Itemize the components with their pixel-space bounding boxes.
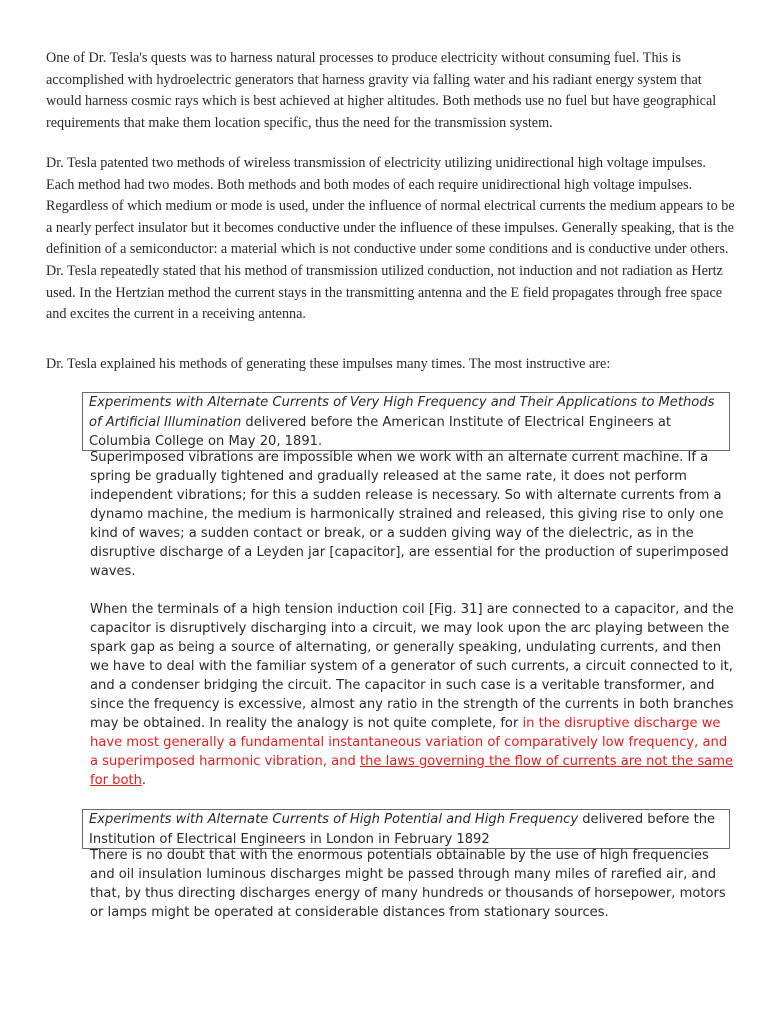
quote-induction-coil-plain: When the terminals of a high tension induction coil [Fig. 31] are connected to a capacitor, and the capacitor is disruptively discharging into a circuit, we may look upon the arc playing between the spark gap as being a source of alternating, or generally speaking, undulating currents, and then we have to deal with the familiar system of a generator of such currents, a circuit connected to it, and a condenser bridging the circuit. The capacitor in such case is a veritable transformer, and since the frequency is excessive, almost any ratio in the strength of the currents in both branches may be obtained. In reality the analogy is not quite complete, for	[90, 602, 734, 731]
quote-highlight-underlined: the laws governing the flow of currents are not the same for both	[90, 754, 734, 788]
citation-box-1891	[82, 392, 730, 451]
citation-detail-1891: delivered before the American Institute of Electrical Engineers at Columbia College on May 20, 1891.	[89, 414, 672, 449]
quote-enormous-potentials: There is no doubt that with the enormous potentials obtainable by the use of high frequencies and oil insulation luminous discharges might be passed through many miles of rarefied air, and that, by thus directing discharges energy of many hundreds or thousands of horsepower, motors or lamps might be operated at considerable distances from stationary sources.	[90, 848, 726, 920]
citation-detail-1892: delivered before the Institution of Electrical Engineers in London in February 1892	[89, 812, 716, 847]
citation-title-1892: Experiments with Alternate Currents of High Potential and High Frequency	[89, 812, 579, 827]
citation-title-1891: Experiments with Alternate Currents of Very High Frequency and Their Applications to Methods of Artificial Illumination	[89, 395, 715, 430]
intro-paragraph: One of Dr. Tesla's quests was to harness natural processes to produce electricity without consuming fuel. This is accomplished with hydroelectric generators that harness gravity via falling water and his radiant energy system that would harness cosmic rays which is best achieved at higher altitudes. Both methods use no fuel but have geographical requirements that make them location specific, thus the need for the transmission system.	[46, 50, 717, 131]
methods-intro-paragraph: Dr. Tesla explained his methods of generating these impulses many times. The most instructive are:	[46, 356, 611, 372]
citation-box-1892	[82, 809, 730, 849]
quote-end-punctuation: .	[141, 773, 147, 788]
quote-superimposed-vibrations: Superimposed vibrations are impossible when we work with an alternate current machine. If a spring be gradually tightened and gradually released at the same rate, it does not perform independent vibrations; for this a sudden release is necessary. So with alternate currents from a dynamo machine, the medium is harmonically strained and released, this giving rise to only one kind of waves; a sudden contact or break, or a sudden giving way of the dielectric, as in the disruptive discharge of a Leyden jar [capacitor], are essential for the production of superimposed waves.	[90, 450, 729, 579]
wireless-transmission-paragraph: Dr. Tesla patented two methods of wireless transmission of electricity utilizing unidirectional high voltage impulses. Each method had two modes. Both methods and both modes of each require unidirectional high voltage impulses. Regardless of which medium or mode is used, under the influence of normal electrical currents the medium appears to be a nearly perfect insulator but it becomes conductive under the influence of these impulses. Generally speaking, that is the definition of a semiconductor: a material which is not conductive under some conditions and is conductive under others. Dr. Tesla repeatedly stated that his method of transmission utilized conduction, not induction and not radiation as Hertz used. In the Hertzian method the current stays in the transmitting antenna and the E field propagates through free space and excites the current in a receiving antenna.	[46, 155, 735, 323]
quote-induction-coil	[90, 600, 734, 790]
quote-highlight-red: in the disruptive discharge we have most generally a fundamental instantaneous variation of comparatively low frequency, and a superimposed harmonic vibration, and	[90, 716, 728, 769]
